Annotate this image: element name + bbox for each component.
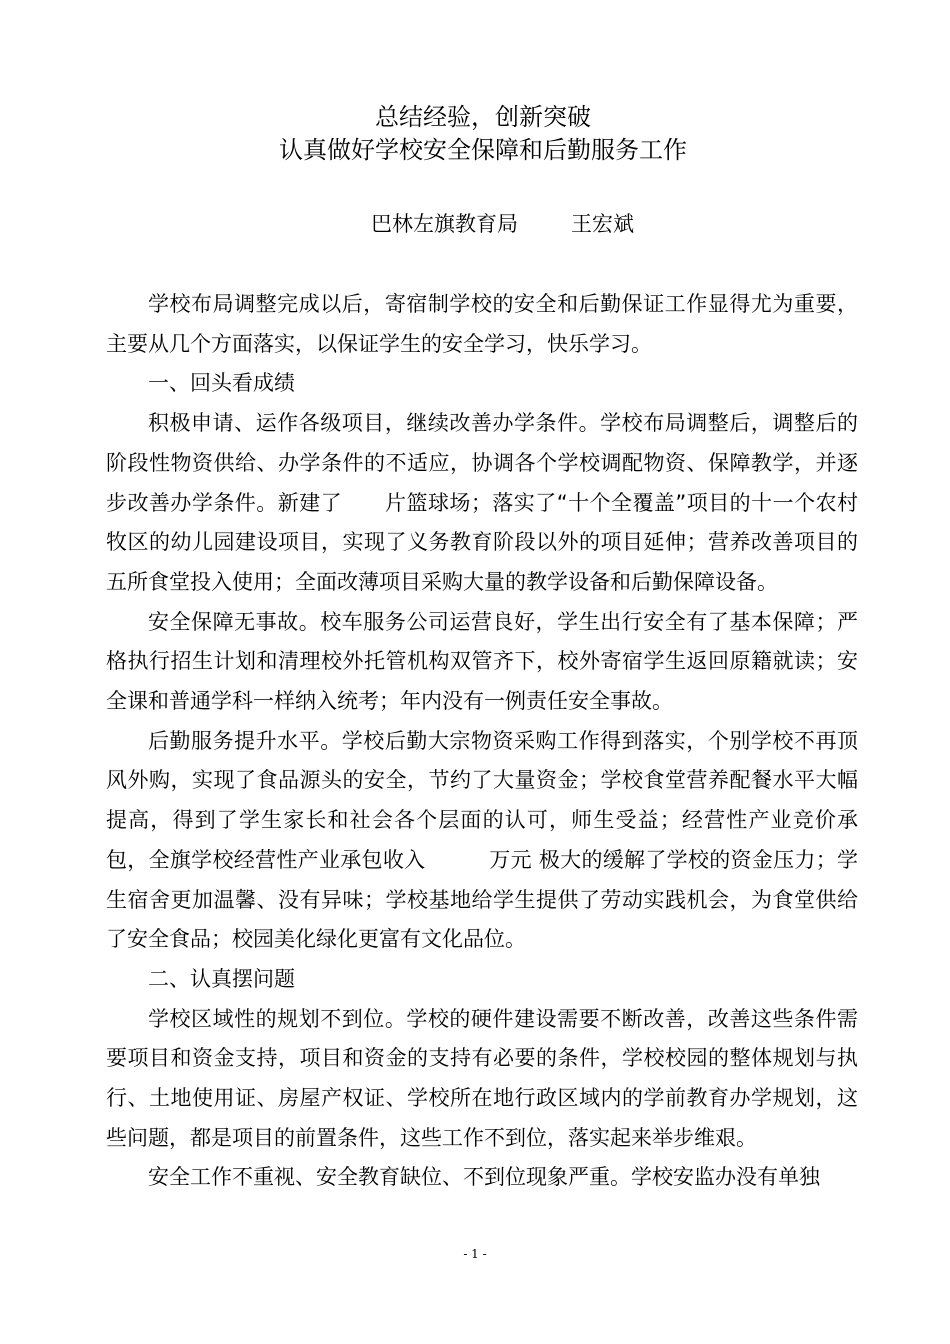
title-line-2: 认真做好学校安全保障和后勤服务工作 bbox=[279, 136, 687, 164]
paragraph-logistics: 后勤服务提升水平。学校后勤大宗物资采购工作得到落实，个别学校不再顶风外购，实现了食品源头的安全，节约了大量资金；学校食堂营养配餐水平大幅提高，得到了学生家长和社会各个层面的认可，师生受益；经营性产业竞价承包，全旗学校经营性产业承包收入 万元 极大的缓解了学校的资金压力；学生宿舍更加温馨、没有异味；学校基地给学生提供了劳动实践机会，为食堂供给了安全食品；校园美化绿化更富有文化品位。 bbox=[106, 728, 858, 952]
paragraph-intro: 学校布局调整完成以后，寄宿制学校的安全和后勤保证工作显得尤为重要，主要从几个方面落实，以保证学生的安全学习，快乐学习。 bbox=[106, 292, 858, 356]
paragraph-safety: 安全保障无事故。校车服务公司运营良好，学生出行安全有了基本保障；严格执行招生计划和清理校外托管机构双管齐下，校外寄宿学生返回原籍就读；安全课和普通学科一样纳入统考；年内没有一例责任安全事故。 bbox=[106, 609, 858, 714]
paragraph-projects: 积极申请、运作各级项目，继续改善办学条件。学校布局调整后，调整后的阶段性物资供给、办学条件的不适应，协调各个学校调配物资、保障教学，并逐步改善办学条件。新建了 片篮球场；落实了“十个全覆盖”项目的十一个农村牧区的幼儿园建设项目，实现了义务教育阶段以外的项目延伸；营养改善项目的五所食堂投入使用；全面改薄项目采购大量的教学设备和后勤保障设备。 bbox=[106, 411, 858, 594]
author-line bbox=[0, 207, 950, 241]
paragraph-safety-issues: 安全工作不重视、安全教育缺位、不到位现象严重。学校安监办没有单独 bbox=[148, 1165, 820, 1190]
document-body bbox=[106, 285, 858, 1198]
paragraph-planning: 学校区域性的规划不到位。学校的硬件建设需要不断改善，改善这些条件需要项目和资金支持，项目和资金的支持有必要的条件，学校校园的整体规划与执行、土地使用证、房屋产权证、学校所在地行政区域内的学前教育办学规划，这些问题，都是项目的前置条件，这些工作不到位，落实起来举步维艰。 bbox=[106, 1006, 858, 1150]
section-heading-2: 二、认真摆问题 bbox=[148, 966, 295, 991]
document-title bbox=[0, 101, 950, 167]
title-line-1: 总结经验，创新突破 bbox=[375, 103, 591, 131]
page-number: - 1 - bbox=[463, 1247, 487, 1261]
author-name: 王宏斌 bbox=[571, 212, 634, 236]
section-heading-1: 一、回头看成绩 bbox=[148, 371, 295, 396]
author-organization: 巴林左旗教育局 bbox=[371, 212, 518, 236]
